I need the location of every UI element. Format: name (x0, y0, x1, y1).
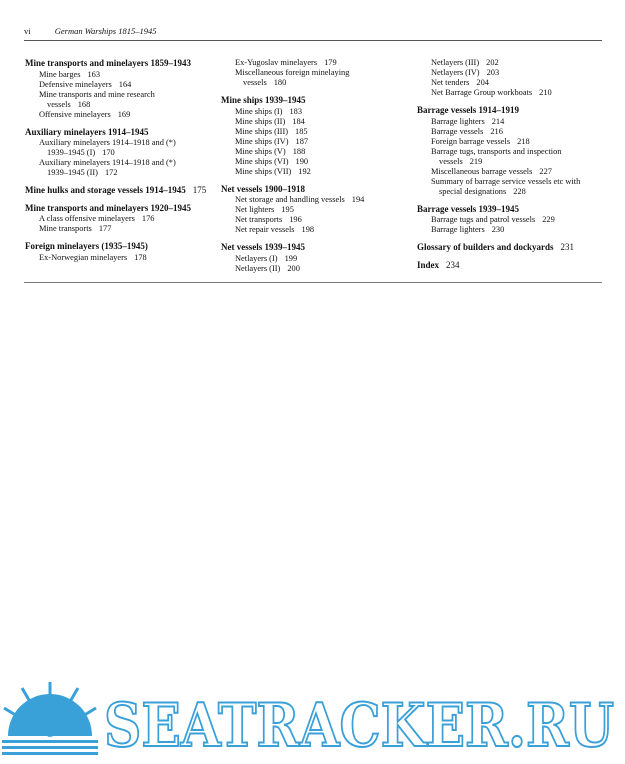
toc-entry (417, 68, 602, 78)
toc-entry-page: 229 (542, 215, 555, 224)
toc-entry-text: Mine ships (I) (235, 106, 283, 116)
toc-entry-text: Net tenders (431, 78, 470, 87)
running-title: German Warships 1815–1945 (54, 26, 157, 36)
toc-entry-text: Mine barges (39, 69, 81, 79)
toc-section (25, 185, 220, 196)
toc-entry-page: 230 (491, 225, 505, 234)
section-page-number: 231 (560, 242, 575, 252)
toc-section (25, 203, 220, 235)
toc-entry-page: 204 (476, 78, 489, 87)
toc-entry-page: 210 (539, 88, 552, 97)
toc-entry-text: Netlayers (I) (235, 253, 278, 263)
toc-entry-text: Barrage tugs and patrol vessels (431, 215, 536, 224)
section-heading-text: Mine ships 1939–1945 (221, 95, 306, 105)
section-heading-text: Glossary of builders and dockyards (417, 242, 554, 252)
toc-entry-text: Mine ships (IV) (235, 136, 289, 146)
section-heading-text: Foreign minelayers (1935–1945) (25, 241, 148, 251)
toc-entry (417, 78, 602, 88)
toc-entry-page: 170 (102, 148, 115, 157)
toc-entry-text: Miscellaneous foreign minelaying (235, 68, 350, 77)
toc-entry-page: 172 (104, 168, 118, 177)
toc-entry-text: Auxiliary minelayers 1914–1918 and (*) (39, 158, 176, 167)
toc-entry-text: Ex-Yugoslav minelayers (235, 58, 318, 67)
toc-entry (417, 127, 602, 137)
toc-column-2 (221, 58, 413, 281)
toc-entry-page: 179 (324, 58, 337, 67)
toc-entry (417, 137, 602, 147)
toc-entry-text: Mine ships (VI) (235, 156, 289, 166)
toc-entry-page: 202 (486, 58, 499, 67)
toc-entry-text: Barrage lighters (431, 225, 485, 234)
toc-entry (221, 147, 413, 157)
toc-entry-text: Barrage lighters (431, 116, 485, 126)
watermark-text: SEATRACKER.RU (104, 691, 614, 761)
toc-entry-page: 214 (491, 116, 505, 126)
toc-entry (221, 117, 413, 127)
toc-entry-text: Net Barrage Group workboats (431, 88, 533, 97)
toc-entry-text: Offensive minelayers (39, 109, 111, 119)
section-heading (25, 127, 220, 138)
toc-section (25, 127, 220, 179)
toc-entry-text: special designations (439, 186, 507, 196)
toc-entry (221, 264, 413, 274)
toc-entry-page: 187 (295, 136, 309, 146)
toc-entry-page: 200 (287, 263, 300, 273)
running-header (24, 26, 156, 36)
toc-entry-text: Netlayers (III) (431, 58, 480, 67)
toc-entry-text: Mine ships (II) (235, 116, 286, 126)
toc-section (417, 58, 602, 98)
toc-entry-page: 196 (289, 215, 302, 224)
section-heading-text: Mine transports and minelayers 1859–1943 (25, 58, 191, 68)
section-page-number: 234 (446, 259, 460, 270)
section-heading (417, 260, 602, 271)
section-heading (221, 95, 413, 106)
toc-entry-text: Mine transports and mine research (39, 89, 155, 99)
toc-entry-text: Net repair vessels (235, 225, 295, 234)
toc-column-3 (417, 58, 602, 277)
toc-section (221, 184, 413, 236)
toc-entry-text: 1939–1945 (II) (47, 168, 98, 177)
toc-entry-text: Auxiliary minelayers 1914–1918 and (*) (39, 138, 176, 147)
toc-entry (221, 167, 413, 177)
toc-entry-page: 190 (295, 156, 309, 166)
toc-entry (221, 127, 413, 137)
section-heading-text: Barrage vessels 1914–1919 (417, 105, 519, 115)
toc-entry-text: Mine ships (V) (235, 146, 286, 156)
toc-entry (25, 70, 220, 80)
toc-entry-text: 1939–1945 (I) (47, 148, 96, 157)
toc-entry (221, 157, 413, 167)
section-heading-text: Auxiliary minelayers 1914–1945 (25, 126, 149, 137)
toc-entry (417, 215, 602, 225)
toc-entry (25, 158, 220, 168)
toc-entry (417, 225, 602, 235)
toc-entry (221, 254, 413, 264)
toc-entry (221, 215, 413, 225)
section-heading (417, 204, 602, 215)
toc-entry-text: Barrage vessels (431, 126, 484, 136)
section-heading (25, 185, 220, 196)
toc-entry (221, 78, 413, 88)
page-number: vi (24, 26, 31, 36)
toc-entry-page: 184 (292, 116, 305, 126)
toc-column-1 (25, 58, 220, 270)
section-heading (25, 58, 220, 69)
toc-entry-page: 216 (490, 126, 503, 136)
toc-section (417, 204, 602, 236)
toc-entry-page: 178 (134, 252, 147, 262)
toc-section (25, 241, 220, 263)
section-heading (221, 242, 413, 253)
toc-entry-page: 227 (539, 166, 552, 176)
toc-entry (25, 148, 220, 158)
toc-entry-page: 168 (77, 99, 91, 109)
section-heading (25, 203, 220, 214)
toc-entry (417, 187, 602, 197)
toc-entry-text: Mine transports (39, 224, 92, 233)
toc-entry-page: 169 (117, 109, 131, 119)
toc-entry-page: 198 (301, 225, 315, 234)
toc-entry-page: 194 (351, 195, 365, 204)
toc-entry-text: Net lighters (235, 205, 275, 214)
toc-entry-text: Ex-Norwegian minelayers (39, 252, 128, 262)
toc-entry-text: Barrage tugs, transports and inspection (431, 146, 562, 156)
toc-entry (221, 58, 413, 68)
section-heading (221, 184, 413, 195)
watermark (0, 674, 625, 764)
section-heading-text: Index (417, 259, 440, 270)
toc-entry-page: 218 (517, 136, 530, 146)
footer-rule (24, 282, 602, 283)
toc-entry (25, 214, 220, 224)
toc-section (417, 260, 602, 271)
section-heading-text: Net vessels 1939–1945 (221, 242, 305, 252)
toc-entry-text: Netlayers (IV) (431, 68, 480, 77)
toc-section (417, 242, 602, 253)
toc-entry-text: Net transports (235, 215, 283, 224)
toc-entry (221, 68, 413, 78)
section-heading-text: Net vessels 1900–1918 (221, 183, 305, 194)
toc-entry-page: 219 (469, 156, 483, 166)
toc-entry (25, 100, 220, 110)
toc-entry-page: 199 (284, 253, 298, 263)
toc-entry (221, 107, 413, 117)
section-heading (417, 105, 602, 116)
toc-section (221, 95, 413, 177)
toc-section (25, 58, 220, 120)
section-heading-text: Mine hulks and storage vessels 1914–1945 (25, 185, 186, 195)
toc-entry-page: 192 (298, 166, 311, 176)
toc-entry-page: 163 (87, 69, 101, 79)
toc-entry-page: 183 (289, 106, 303, 116)
toc-entry (25, 80, 220, 90)
toc-entry (25, 253, 220, 263)
toc-entry (25, 168, 220, 178)
toc-entry-text: Net storage and handling vessels (235, 195, 345, 204)
toc-entry (25, 90, 220, 100)
toc-entry (417, 177, 602, 187)
toc-entry-text: Netlayers (II) (235, 263, 281, 273)
section-heading (417, 242, 602, 253)
toc-entry (417, 147, 602, 157)
toc-entry (221, 137, 413, 147)
toc-entry-page: 228 (513, 186, 526, 196)
toc-entry (221, 205, 413, 215)
toc-entry-text: Summary of barrage service vessels etc with (431, 176, 581, 186)
toc-entry-page: 176 (141, 214, 155, 223)
header-rule (24, 40, 602, 41)
section-page-number: 175 (192, 185, 207, 195)
toc-section (221, 58, 413, 88)
section-heading (25, 241, 220, 252)
sun-logo-icon (2, 682, 98, 755)
section-heading-text: Barrage vessels 1939–1945 (417, 203, 519, 214)
toc-entry-page: 180 (273, 78, 287, 87)
toc-entry (25, 138, 220, 148)
toc-entry-page: 177 (98, 224, 112, 233)
toc-entry-text: vessels (47, 99, 71, 109)
toc-entry-text: Miscellaneous barrage vessels (431, 166, 533, 176)
toc-entry (417, 58, 602, 68)
toc-entry-text: Foreign barrage vessels (431, 136, 511, 146)
toc-entry-page: 164 (118, 79, 132, 89)
toc-entry-page: 185 (295, 126, 308, 136)
toc-entry (221, 225, 413, 235)
toc-entry (25, 224, 220, 234)
toc-entry-text: A class offensive minelayers (39, 214, 135, 223)
toc-entry (25, 110, 220, 120)
toc-entry (417, 167, 602, 177)
toc-entry-page: 195 (281, 205, 294, 214)
toc-entry-text: Mine ships (VII) (235, 166, 292, 176)
toc-entry-text: vessels (243, 78, 267, 87)
toc-entry-text: Defensive minelayers (39, 79, 112, 89)
toc-entry-text: vessels (439, 156, 463, 166)
toc-entry-text: Mine ships (III) (235, 126, 289, 136)
toc-entry (417, 88, 602, 98)
toc-section (221, 242, 413, 274)
toc-entry (417, 157, 602, 167)
toc-entry (221, 195, 413, 205)
section-heading-text: Mine transports and minelayers 1920–1945 (25, 202, 191, 213)
toc-entry (417, 117, 602, 127)
toc-entry-page: 203 (486, 68, 500, 77)
toc-entry-page: 188 (292, 146, 306, 156)
toc-section (417, 105, 602, 197)
